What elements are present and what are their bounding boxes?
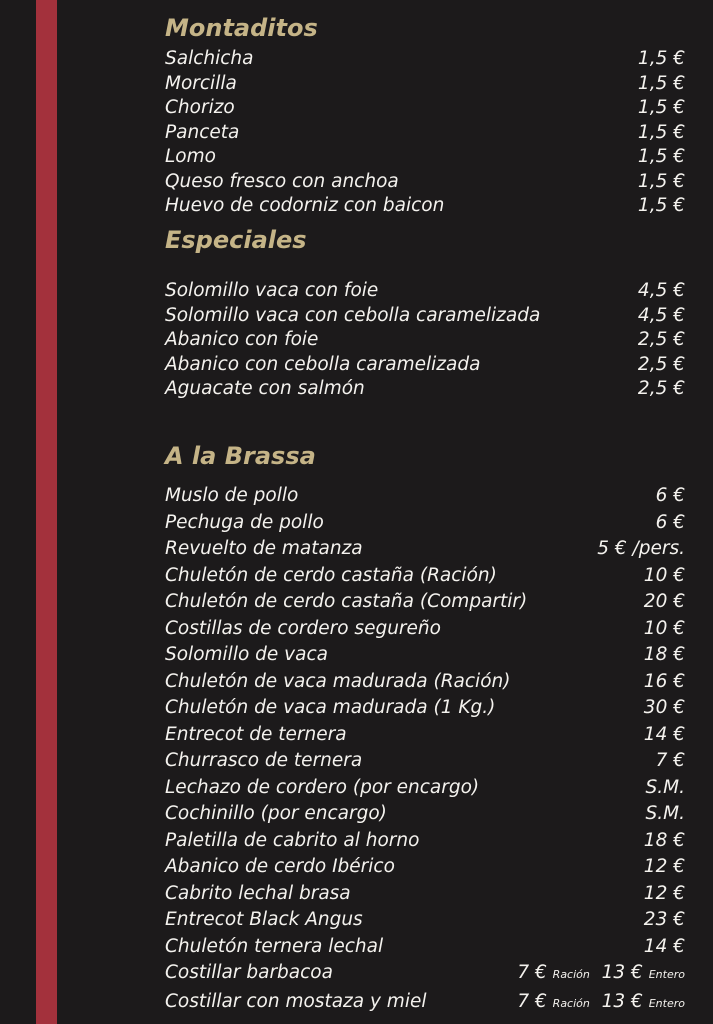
item-name: Cabrito lechal brasa bbox=[165, 882, 351, 904]
item-price: 7 € Ración 13 € Entero bbox=[517, 990, 685, 1012]
item-price: 18 € bbox=[643, 829, 685, 851]
item-name: Abanico de cerdo Ibérico bbox=[165, 856, 395, 877]
item-price: 6 € bbox=[655, 485, 685, 506]
item-name: Costillas de cordero segureño bbox=[165, 617, 441, 639]
menu-item bbox=[165, 775, 685, 802]
item-name: Entrecot Black Angus bbox=[165, 909, 363, 930]
menu-item bbox=[165, 47, 685, 72]
menu-item bbox=[165, 881, 685, 908]
item-name: Chuletón de vaca madurada (1 Kg.) bbox=[165, 697, 496, 718]
menu-list bbox=[165, 483, 685, 1017]
menu-item bbox=[165, 72, 685, 97]
item-price: 18 € bbox=[643, 644, 685, 665]
item-name: Costillar barbacoa bbox=[165, 962, 333, 983]
item-price: 12 € bbox=[643, 856, 685, 877]
section-a-la-brassa bbox=[165, 441, 685, 1017]
section-montaditos bbox=[165, 13, 685, 219]
item-price: 30 € bbox=[643, 697, 685, 718]
item-name: Solomillo de vaca bbox=[165, 644, 328, 665]
item-name: Morcilla bbox=[165, 72, 237, 94]
item-price: 20 € bbox=[643, 591, 685, 612]
item-name: Chuletón ternera lechal bbox=[165, 935, 384, 957]
item-name: Chorizo bbox=[165, 97, 235, 118]
item-name: Chuletón de cerdo castaña (Compartir) bbox=[165, 591, 528, 612]
item-price: S.M. bbox=[645, 776, 685, 798]
item-price: S.M. bbox=[645, 803, 685, 824]
item-price: 1,5 € bbox=[637, 121, 685, 143]
menu-item bbox=[165, 642, 685, 669]
item-name: Revuelto de matanza bbox=[165, 538, 363, 559]
section-especiales bbox=[165, 225, 685, 402]
item-name: Chuletón de cerdo castaña (Ración) bbox=[165, 564, 497, 586]
menu-item bbox=[165, 989, 685, 1018]
menu-item bbox=[165, 279, 685, 304]
section-title: A la Brassa bbox=[165, 442, 316, 470]
item-price: 7 € Ración 13 € Entero bbox=[517, 962, 685, 983]
item-price: 2,5 € bbox=[637, 378, 685, 399]
item-name: Lechazo de cordero (por encargo) bbox=[165, 776, 480, 798]
item-price: 1,5 € bbox=[637, 97, 685, 118]
item-name: Costillar con mostaza y miel bbox=[165, 990, 427, 1012]
item-price: 1,5 € bbox=[637, 48, 685, 69]
item-price: 2,5 € bbox=[637, 353, 685, 375]
menu-item bbox=[165, 616, 685, 643]
item-price: 14 € bbox=[643, 935, 685, 957]
menu-item bbox=[165, 328, 685, 353]
item-name: Abanico con cebolla caramelizada bbox=[165, 353, 481, 375]
item-price: 10 € bbox=[643, 617, 685, 639]
item-price: 1,5 € bbox=[637, 72, 685, 94]
item-name: Abanico con foie bbox=[165, 329, 319, 350]
item-name: Salchicha bbox=[165, 48, 254, 69]
item-price: 1,5 € bbox=[637, 195, 685, 216]
item-price: 14 € bbox=[643, 723, 685, 745]
menu-item bbox=[165, 722, 685, 749]
menu-item bbox=[165, 483, 685, 510]
menu-item bbox=[165, 536, 685, 563]
item-price: 5 € /pers. bbox=[597, 538, 685, 559]
item-name: Solomillo vaca con cebolla caramelizada bbox=[165, 304, 541, 326]
menu-item bbox=[165, 145, 685, 170]
item-price: 12 € bbox=[643, 882, 685, 904]
menu-list bbox=[165, 47, 685, 219]
item-name: Aguacate con salmón bbox=[165, 378, 365, 399]
item-price: 7 € bbox=[655, 750, 685, 771]
item-name: Cochinillo (por encargo) bbox=[165, 803, 387, 824]
item-name: Chuletón de vaca madurada (Ración) bbox=[165, 670, 511, 692]
item-name: Huevo de codorniz con baicon bbox=[165, 195, 445, 216]
item-price: 6 € bbox=[655, 511, 685, 533]
menu-item bbox=[165, 194, 685, 219]
item-price: 2,5 € bbox=[637, 329, 685, 350]
item-price: 4,5 € bbox=[637, 304, 685, 326]
menu-item bbox=[165, 377, 685, 402]
menu-item bbox=[165, 669, 685, 696]
item-price: 1,5 € bbox=[637, 146, 685, 167]
item-price: 4,5 € bbox=[637, 280, 685, 301]
accent-bar bbox=[36, 0, 57, 1024]
menu-list bbox=[165, 279, 685, 402]
item-name: Pechuga de pollo bbox=[165, 511, 324, 533]
menu-item bbox=[165, 801, 685, 828]
item-name: Lomo bbox=[165, 146, 216, 167]
menu-item bbox=[165, 934, 685, 961]
menu-item bbox=[165, 170, 685, 195]
menu-item bbox=[165, 510, 685, 537]
menu-item bbox=[165, 96, 685, 121]
menu-item bbox=[165, 589, 685, 616]
menu-item bbox=[165, 121, 685, 146]
menu-item bbox=[165, 353, 685, 378]
menu-item bbox=[165, 304, 685, 329]
item-price: 16 € bbox=[643, 670, 685, 692]
menu-item bbox=[165, 748, 685, 775]
item-price: 23 € bbox=[643, 909, 685, 930]
item-name: Panceta bbox=[165, 121, 240, 143]
item-price: 1,5 € bbox=[637, 170, 685, 192]
item-name: Paletilla de cabrito al horno bbox=[165, 829, 420, 851]
menu-item bbox=[165, 960, 685, 989]
section-title: Especiales bbox=[165, 226, 307, 254]
menu-item bbox=[165, 907, 685, 934]
item-name: Solomillo vaca con foie bbox=[165, 280, 379, 301]
menu-item bbox=[165, 854, 685, 881]
menu-item bbox=[165, 828, 685, 855]
item-name: Churrasco de ternera bbox=[165, 750, 363, 771]
item-name: Muslo de pollo bbox=[165, 485, 299, 506]
item-price: 10 € bbox=[643, 564, 685, 586]
item-name: Queso fresco con anchoa bbox=[165, 170, 399, 192]
item-name: Entrecot de ternera bbox=[165, 723, 347, 745]
section-title: Montaditos bbox=[165, 14, 318, 42]
menu-item bbox=[165, 695, 685, 722]
menu-item bbox=[165, 563, 685, 590]
